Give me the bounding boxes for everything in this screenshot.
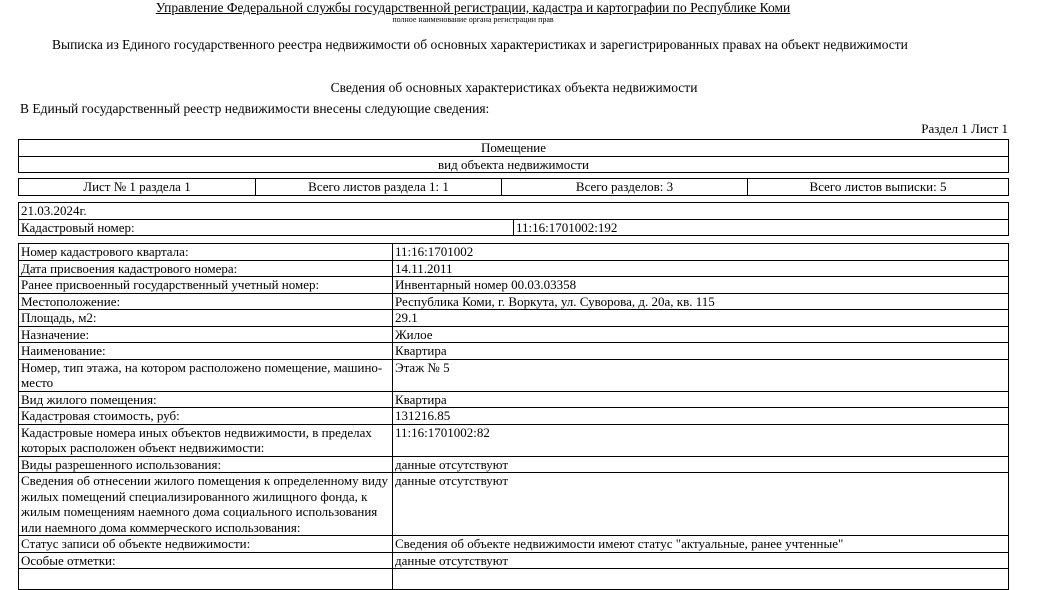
table-row bbox=[19, 391, 1009, 408]
object-type: Помещение bbox=[19, 140, 1009, 157]
extract-date: 21.03.2024г. bbox=[19, 203, 1009, 220]
row-value bbox=[393, 569, 1009, 590]
table-row bbox=[19, 408, 1009, 425]
sections-total: Всего разделов: 3 bbox=[502, 179, 748, 196]
row-value: 131216.85 bbox=[393, 408, 1009, 425]
table-row bbox=[19, 552, 1009, 569]
registration-authority: Управление Федеральной службы государственной регистрации, кадастра и картографии по Республике Коми bbox=[155, 0, 791, 15]
table-row bbox=[19, 473, 1009, 536]
row-label: Наименование: bbox=[19, 343, 393, 360]
table-row bbox=[19, 244, 1009, 261]
sheets-total: Всего листов выписки: 5 bbox=[748, 179, 1009, 196]
row-label: Особые отметки: bbox=[19, 552, 393, 569]
row-value: 14.11.2011 bbox=[393, 260, 1009, 277]
row-label: Дата присвоения кадастрового номера: bbox=[19, 260, 393, 277]
sheets-table bbox=[18, 178, 1009, 196]
table-row bbox=[19, 260, 1009, 277]
row-value: 29.1 bbox=[393, 310, 1009, 327]
document-title: Выписка из Единого государственного реестра недвижимости об основных характеристиках и зарегистрированных правах на объект недвижимости bbox=[52, 37, 908, 52]
row-label: Виды разрешенного использования: bbox=[19, 456, 393, 473]
row-value: Сведения об объекте недвижимости имеют статус "актуальные, ранее учтенные" bbox=[393, 536, 1009, 553]
document-subtitle: Сведения об основных характеристиках объекта недвижимости bbox=[330, 80, 698, 95]
row-value: 11:16:1701002 bbox=[393, 244, 1009, 261]
table-row bbox=[19, 359, 1009, 391]
table-row bbox=[19, 569, 1009, 590]
row-label: Статус записи об объекте недвижимости: bbox=[19, 536, 393, 553]
table-row bbox=[19, 424, 1009, 456]
intro-text: В Единый государственный реестр недвижимости внесены следующие сведения: bbox=[20, 101, 490, 116]
row-value: 11:16:1701002:82 bbox=[393, 424, 1009, 456]
row-label: Номер, тип этажа, на котором расположено помещение, машино-место bbox=[19, 359, 393, 391]
row-value: Жилое bbox=[393, 326, 1009, 343]
row-label: Вид жилого помещения: bbox=[19, 391, 393, 408]
row-value: данные отсутствуют bbox=[393, 456, 1009, 473]
row-label: Сведения об отнесении жилого помещения к определенному виду жилых помещений специализированного жилищного фонда, к жилым помещениям наемного дома социального использования или наемного дома коммерческого использования: bbox=[19, 473, 393, 536]
row-value: Квартира bbox=[393, 343, 1009, 360]
table-row bbox=[19, 310, 1009, 327]
row-label: Площадь, м2: bbox=[19, 310, 393, 327]
row-value: Инвентарный номер 00.03.03358 bbox=[393, 277, 1009, 294]
row-label: Назначение: bbox=[19, 326, 393, 343]
authority-caption: полное наименование органа регистрации прав bbox=[392, 15, 554, 24]
object-type-caption: вид объекта недвижимости bbox=[19, 156, 1009, 173]
sheet-number: Лист № 1 раздела 1 bbox=[19, 179, 256, 196]
row-label: Номер кадастрового квартала: bbox=[19, 244, 393, 261]
row-label: Местоположение: bbox=[19, 293, 393, 310]
cadastral-value: 11:16:1701002:192 bbox=[514, 219, 1009, 236]
section-sheet: Раздел 1 Лист 1 bbox=[921, 121, 1008, 136]
cadastral-table bbox=[18, 202, 1009, 236]
row-label bbox=[19, 569, 393, 590]
row-value: данные отсутствуют bbox=[393, 473, 1009, 536]
row-value: Республика Коми, г. Воркута, ул. Суворова, д. 20а, кв. 115 bbox=[393, 293, 1009, 310]
cadastral-label: Кадастровый номер: bbox=[19, 219, 514, 236]
table-row bbox=[19, 536, 1009, 553]
row-value: Этаж № 5 bbox=[393, 359, 1009, 391]
characteristics-table bbox=[18, 243, 1009, 590]
table-row bbox=[19, 456, 1009, 473]
table-row bbox=[19, 326, 1009, 343]
table-row bbox=[19, 343, 1009, 360]
row-value: данные отсутствуют bbox=[393, 552, 1009, 569]
row-label: Кадастровые номера иных объектов недвижимости, в пределах которых расположен объект недвижимости: bbox=[19, 424, 393, 456]
table-row bbox=[19, 293, 1009, 310]
row-label: Ранее присвоенный государственный учетный номер: bbox=[19, 277, 393, 294]
sheets-in-section: Всего листов раздела 1: 1 bbox=[256, 179, 502, 196]
row-value: Квартира bbox=[393, 391, 1009, 408]
table-row bbox=[19, 277, 1009, 294]
object-type-table bbox=[18, 139, 1009, 173]
row-label: Кадастровая стоимость, руб: bbox=[19, 408, 393, 425]
